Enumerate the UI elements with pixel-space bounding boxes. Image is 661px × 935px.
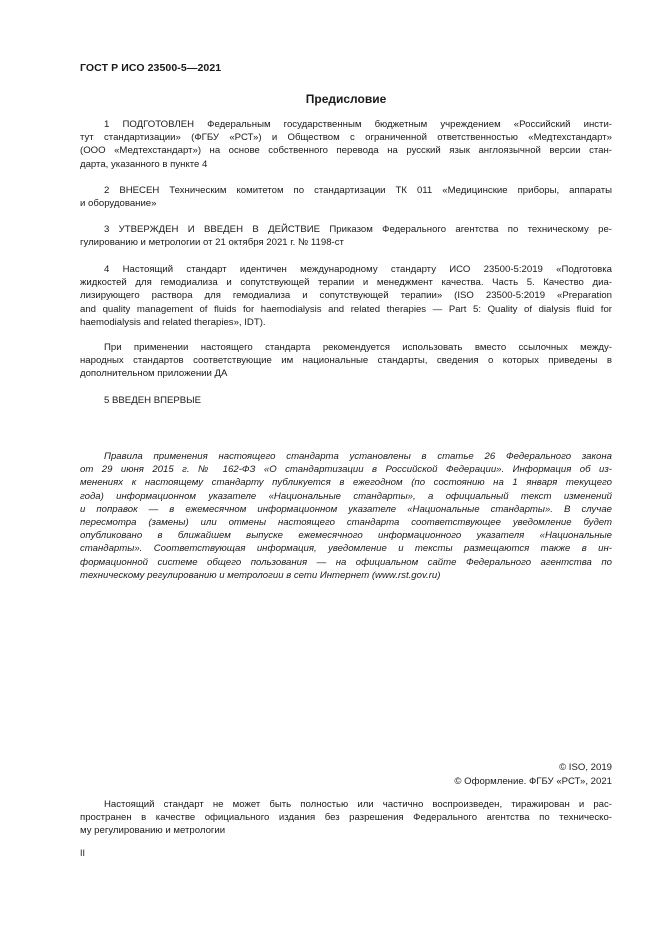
text-line: гулированию и метрологии от 21 октября 2021 г. № 1198-ст [80, 237, 344, 249]
paragraph-identical-to-iso [80, 263, 612, 329]
text-line: 4 Настоящий стандарт идентичен международному стандарту ИСО 23500-5:2019 «Подготовка [104, 264, 612, 275]
text-line: менениях к настоящему стандарту публикуется в ежегодном (по состоянию на 1 января текущего [80, 477, 612, 489]
standard-code-header: ГОСТ Р ИСО 23500-5—2021 [80, 62, 222, 74]
copyright-iso: © ISO, 2019 [559, 762, 612, 773]
text-line: пространен в качестве официального издания без разрешения Федерального агентства по техническо- [80, 812, 612, 824]
paragraph-references-note [80, 341, 612, 381]
text-line: дополнительном приложении ДА [80, 368, 228, 380]
text-line: пересмотра (замены) или отмены настоящего стандарта соответствующее уведомление будет [80, 517, 612, 529]
page-number: II [80, 848, 86, 858]
standard-rules-notice [80, 450, 612, 582]
text-line: дарта, указанного в пункте 4 [80, 158, 208, 170]
text-line: техническому регулированию и метрологии в сети Интернет (www.rst.gov.ru) [80, 569, 441, 581]
text-line: 3 УТВЕРЖДЕН И ВВЕДЕН В ДЕЙСТВИЕ Приказом Федерального агентства по техническому ре- [104, 224, 612, 235]
text-line: и оборудование» [80, 198, 157, 210]
text-line: и поправок — в ежемесячном информационном указателе «Национальные стандарты». В случае [80, 503, 612, 515]
paragraph-prepared-by [80, 118, 612, 171]
reproduction-notice [80, 798, 612, 838]
text-line: народных стандартов соответствующие им национальные стандарты, сведения о которых приведены в [80, 355, 612, 367]
text-line: года) информационном указателе «Национальные стандарты», а официальный текст изменений [80, 490, 612, 502]
text-line: жидкостей для гемодиализа и сопутствующей терапии и менеджмент качества. Часть 5. Качество диа- [80, 277, 612, 289]
foreword-title: Предисловие [305, 92, 387, 106]
text-line: (ООО «Медтехстандарт») на основе собственного перевода на русский язык англоязычной версии стан- [80, 145, 612, 157]
text-line: 5 ВВЕДЕН ВПЕРВЫЕ [104, 395, 202, 406]
copyright-design: © Оформление. ФГБУ «РСТ», 2021 [454, 776, 612, 787]
paragraph-submitted-by [80, 184, 612, 210]
text-line: 1 ПОДГОТОВЛЕН Федеральным государственным бюджетным учреждением «Российский инсти- [104, 119, 612, 130]
paragraph-approved [80, 223, 612, 249]
text-line: опубликовано в ближайшем выпуске ежемесячного информационного указателя «Национальные [80, 530, 612, 542]
text-line: му регулированию и метрологии [80, 825, 226, 837]
text-line: от 29 июня 2015 г. № 162-ФЗ «О стандартизации в Российской Федерации». Информация об из- [80, 464, 612, 476]
text-line: тут стандартизации» (ФГБУ «РСТ») и Обществом с ограниченной ответственностью «Медтехстандарт» [80, 132, 612, 144]
text-line: and quality management of fluids for haemodialysis and related therapies — Part 5: Quality of dialysis fluid for [80, 303, 612, 315]
text-line: 2 ВНЕСЕН Техническим комитетом по стандартизации ТК 011 «Медицинские приборы, аппараты [104, 185, 612, 196]
text-line: Настоящий стандарт не может быть полностью или частично воспроизведен, тиражирован и рас- [104, 799, 612, 810]
text-line: стандарты». Соответствующая информация, уведомление и тексты размещаются также в ин- [80, 543, 612, 555]
copyright-block [454, 761, 612, 789]
paragraph-introduced-first [80, 394, 612, 407]
text-line: При применении настоящего стандарта рекомендуется использовать вместо ссылочных между- [104, 342, 612, 353]
text-line: Правила применения настоящего стандарта установлены в статье 26 Федерального закона [104, 451, 612, 462]
text-line: формационной системе общего пользования — на официальном сайте Федерального агентства по [80, 556, 612, 568]
text-line: haemodialysis and related therapies», IDT). [80, 316, 266, 328]
text-line: лизирующего раствора для гемодиализа и сопутствующей терапии» (ISO 23500-5:2019 «Preparation [80, 290, 612, 302]
